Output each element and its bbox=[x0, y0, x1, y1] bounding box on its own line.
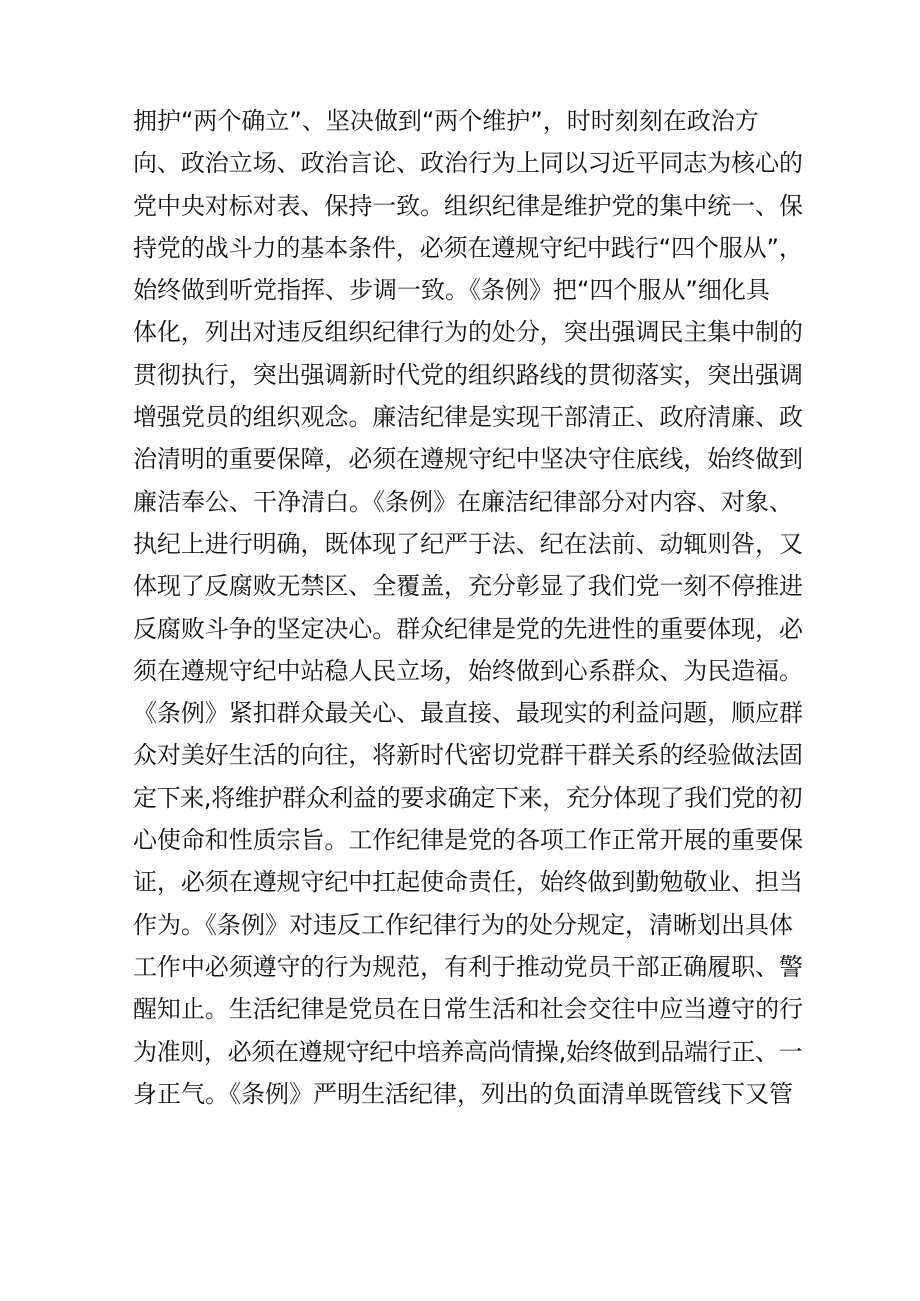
text-line: 作为。《条例》对违反工作纪律行为的处分规定，清晰划出具体 bbox=[133, 910, 793, 939]
text-line: 心使命和性质宗旨。工作纪律是党的各项工作正常开展的重要保 bbox=[133, 826, 803, 855]
text-line: 众对美好生活的向往，将新时代密切党群干群关系的经验做法固 bbox=[133, 741, 803, 770]
text-line: 党中央对标对表、保持一致。组织纪律是维护党的集中统一、保 bbox=[133, 191, 803, 220]
text-line: 醒知止。生活纪律是党员在日常生活和社会交往中应当遵守的行 bbox=[133, 995, 803, 1024]
text-line: 体化，列出对违反组织纪律行为的处分，突出强调民主集中制的 bbox=[133, 318, 803, 347]
text-line: 身正气。《条例》严明生活纪律，列出的负面清单既管线下又管 bbox=[133, 1079, 793, 1108]
text-line: 始终做到听党指挥、步调一致。《条例》把“四个服从”细化具 bbox=[133, 276, 770, 305]
text-line: 治清明的重要保障，必须在遵规守纪中坚决守住底线，始终做到 bbox=[133, 445, 803, 474]
text-line: 贯彻执行，突出强调新时代党的组织路线的贯彻落实，突出强调 bbox=[133, 360, 803, 389]
text-line: 增强党员的组织观念。廉洁纪律是实现干部清正、政府清廉、政 bbox=[133, 403, 803, 432]
text-line: 执纪上进行明确，既体现了纪严于法、纪在法前、动辄则咎，又 bbox=[133, 529, 803, 558]
text-line: 定下来,将维护群众利益的要求确定下来，充分体现了我们党的初 bbox=[133, 783, 803, 812]
text-line: 向、政治立场、政治言论、政治行为上同以习近平同志为核心的 bbox=[133, 149, 803, 178]
body-paragraph bbox=[133, 100, 803, 1115]
text-line: 工作中必须遵守的行为规范，有利于推动党员干部正确履职、警 bbox=[133, 952, 803, 981]
text-line: 反腐败斗争的坚定决心。群众纪律是党的先进性的重要体现，必 bbox=[133, 614, 803, 643]
text-line: 廉洁奉公、干净清白。《条例》在廉洁纪律部分对内容、对象、 bbox=[133, 487, 793, 516]
text-line: 持党的战斗力的基本条件，必须在遵规守纪中践行“四个服从”， bbox=[133, 233, 803, 262]
text-line: 拥护“两个确立”、坚决做到“两个维护”，时时刻刻在政治方 bbox=[133, 107, 759, 135]
text-line: 为准则，必须在遵规守纪中培养高尚情操,始终做到品端行正、一 bbox=[133, 1037, 803, 1066]
text-line: 须在遵规守纪中站稳人民立场，始终做到心系群众、为民造福。 bbox=[133, 656, 803, 685]
text-line: 体现了反腐败无禁区、全覆盖，充分彰显了我们党一刻不停推进 bbox=[133, 572, 803, 601]
text-line: 《条例》紧扣群众最关心、最直接、最现实的利益问题，顺应群 bbox=[133, 699, 803, 728]
text-line: 证，必须在遵规守纪中扛起使命责任，始终做到勤勉敬业、担当 bbox=[133, 868, 803, 897]
